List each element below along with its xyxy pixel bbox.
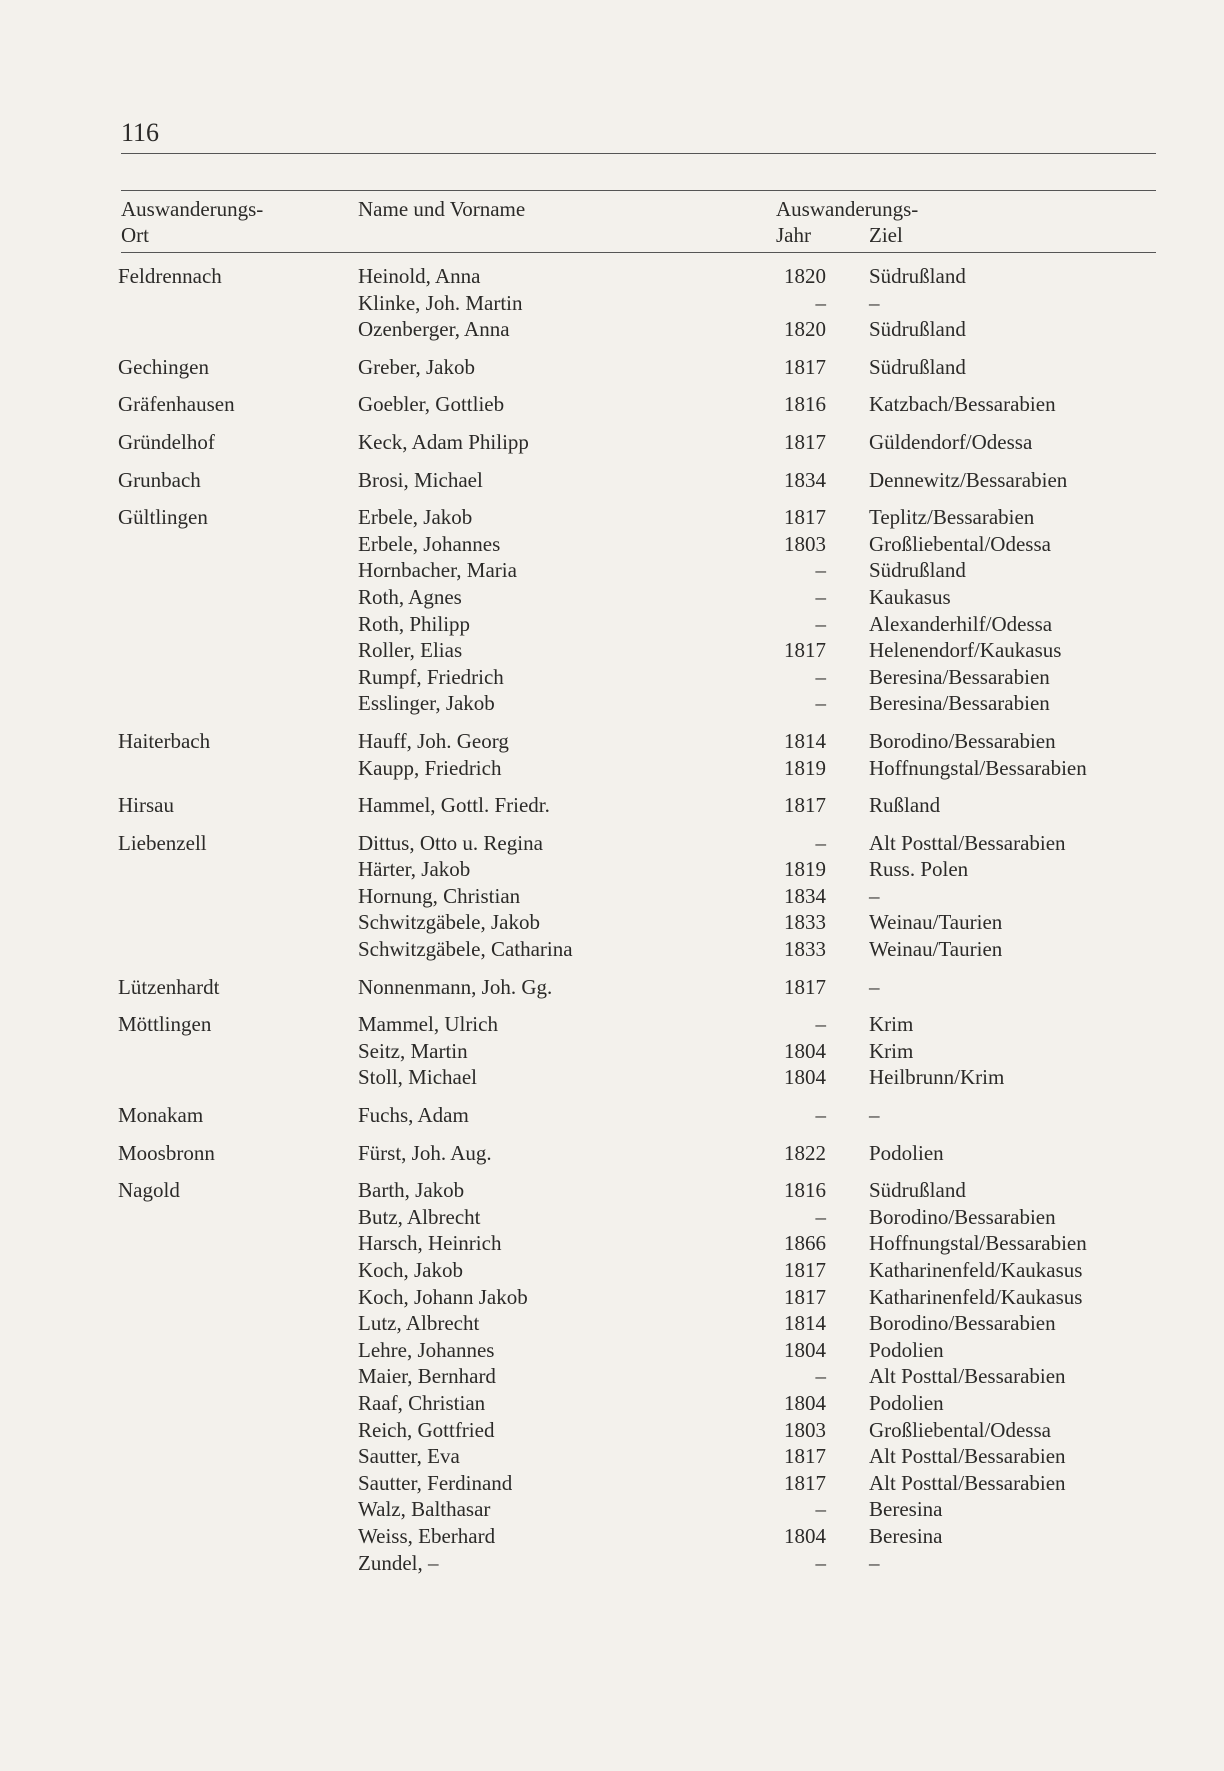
ort-cell: Gültlingen [118, 505, 208, 530]
table-row [0, 355, 1224, 382]
place-group [0, 793, 1224, 820]
name-cell: Lehre, Johannes [358, 1337, 495, 1362]
jahr-cell: 1814 [784, 1311, 826, 1336]
name-cell: Klinke, Joh. Martin [358, 290, 523, 315]
table-row [0, 1524, 1224, 1551]
ziel-cell: Alt Posttal/Bessarabien [869, 830, 1066, 855]
ziel-cell: Hoffnungstal/Bessarabien [869, 755, 1087, 780]
jahr-cell: 1819 [784, 857, 826, 882]
ziel-cell: Alt Posttal/Bessarabien [869, 1470, 1066, 1495]
name-cell: Schwitzgäbele, Jakob [358, 910, 540, 935]
ort-cell: Gräfenhausen [118, 392, 235, 417]
ziel-cell: Großliebental/Odessa [869, 531, 1051, 556]
name-cell: Raaf, Christian [358, 1390, 486, 1415]
place-group [0, 1103, 1224, 1130]
table-row [0, 264, 1224, 291]
ziel-cell: Krim [869, 1012, 914, 1037]
ort-cell: Gründelhof [118, 429, 215, 454]
name-cell: Roth, Agnes [358, 584, 462, 609]
ziel-cell: Rußland [869, 793, 941, 818]
name-cell: Erbele, Johannes [358, 531, 501, 556]
jahr-cell: 1804 [784, 1038, 826, 1063]
table-row [0, 468, 1224, 495]
jahr-cell: – [815, 1364, 826, 1389]
table-row [0, 1551, 1224, 1578]
ziel-cell: Borodino/Bessarabien [869, 1311, 1056, 1336]
jahr-cell: 1804 [784, 1337, 826, 1362]
jahr-cell: 1817 [784, 638, 826, 663]
ort-cell: Feldrennach [118, 264, 222, 288]
ziel-cell: Teplitz/Bessarabien [869, 505, 1035, 530]
ziel-cell: Südrußland [869, 317, 966, 342]
ziel-cell: Südrußland [869, 558, 966, 583]
place-group [0, 505, 1224, 718]
ziel-cell: Güldendorf/Odessa [869, 429, 1033, 454]
table-row [0, 1039, 1224, 1066]
header-ort-line1: Auswanderungs- [121, 197, 264, 221]
jahr-cell: 1817 [784, 793, 826, 818]
jahr-cell: 1819 [784, 755, 826, 780]
place-group [0, 1012, 1224, 1092]
place-group [0, 729, 1224, 782]
jahr-cell: 1816 [784, 1178, 826, 1203]
ziel-cell: Alt Posttal/Bessarabien [869, 1364, 1066, 1389]
ziel-cell: – [869, 1103, 880, 1128]
header-top-rule [121, 190, 1156, 191]
table-row [0, 1311, 1224, 1338]
ziel-cell: Kaukasus [869, 584, 951, 609]
table-row [0, 430, 1224, 457]
table-row [0, 793, 1224, 820]
ziel-cell: Helenendorf/Kaukasus [869, 638, 1062, 663]
header-jahr: Jahr [776, 223, 811, 247]
ziel-cell: Beresina [869, 1523, 943, 1548]
place-group [0, 831, 1224, 964]
ziel-cell: Weinau/Taurien [869, 910, 1003, 935]
name-cell: Greber, Jakob [358, 354, 475, 379]
table-row [0, 729, 1224, 756]
table-row [0, 1205, 1224, 1232]
ziel-cell: – [869, 290, 880, 315]
jahr-cell: 1817 [784, 505, 826, 530]
jahr-cell: – [815, 1497, 826, 1522]
ort-cell: Gechingen [118, 354, 209, 379]
table-row [0, 937, 1224, 964]
name-cell: Butz, Albrecht [358, 1204, 481, 1229]
table-row [0, 1065, 1224, 1092]
name-cell: Schwitzgäbele, Catharina [358, 937, 573, 962]
ziel-cell: Südrußland [869, 1178, 966, 1203]
place-group [0, 264, 1224, 344]
table-row [0, 558, 1224, 585]
table-row [0, 910, 1224, 937]
emigrant-table [0, 264, 1224, 1588]
name-cell: Stoll, Michael [358, 1065, 477, 1090]
place-group [0, 355, 1224, 382]
table-row [0, 1418, 1224, 1445]
name-cell: Esslinger, Jakob [358, 691, 495, 716]
name-cell: Sautter, Eva [358, 1444, 460, 1469]
ziel-cell: Südrußland [869, 264, 966, 288]
jahr-cell: 1834 [784, 883, 826, 908]
jahr-cell: 1814 [784, 728, 826, 753]
ziel-cell: Podolien [869, 1390, 944, 1415]
ort-cell: Hirsau [118, 793, 174, 818]
jahr-cell: – [815, 1204, 826, 1229]
place-group [0, 1178, 1224, 1577]
name-cell: Erbele, Jakob [358, 505, 473, 530]
ziel-cell: Katharinenfeld/Kaukasus [869, 1258, 1083, 1282]
name-cell: Lutz, Albrecht [358, 1311, 480, 1336]
name-cell: Reich, Gottfried [358, 1417, 495, 1442]
jahr-cell: 1817 [784, 429, 826, 454]
name-cell: Zundel, – [358, 1550, 439, 1575]
page-number: 116 [121, 118, 160, 147]
ziel-cell: Beresina/Bessarabien [869, 664, 1050, 689]
name-cell: Mammel, Ulrich [358, 1012, 498, 1037]
header-ort [121, 196, 263, 248]
jahr-cell: 1833 [784, 910, 826, 935]
name-cell: Barth, Jakob [358, 1178, 465, 1203]
table-row [0, 1444, 1224, 1471]
ziel-cell: Borodino/Bessarabien [869, 728, 1056, 753]
header-ort-line2: Ort [121, 223, 149, 247]
jahr-cell: 1820 [784, 264, 826, 288]
name-cell: Hornbacher, Maria [358, 558, 517, 583]
table-row [0, 392, 1224, 419]
jahr-cell: 1817 [784, 1284, 826, 1309]
jahr-cell: – [815, 584, 826, 609]
jahr-cell: 1804 [784, 1390, 826, 1415]
jahr-cell: 1817 [784, 1444, 826, 1469]
name-cell: Hornung, Christian [358, 883, 521, 908]
name-cell: Maier, Bernhard [358, 1364, 496, 1389]
table-row [0, 691, 1224, 718]
place-group [0, 975, 1224, 1002]
jahr-cell: – [815, 290, 826, 315]
name-cell: Dittus, Otto u. Regina [358, 830, 543, 855]
ziel-cell: – [869, 883, 880, 908]
header-ziel: Ziel [869, 223, 903, 247]
place-group [0, 392, 1224, 419]
place-group [0, 430, 1224, 457]
table-row [0, 1258, 1224, 1285]
table-row [0, 975, 1224, 1002]
ort-cell: Liebenzell [118, 830, 207, 855]
jahr-cell: 1817 [784, 354, 826, 379]
name-cell: Seitz, Martin [358, 1038, 468, 1063]
name-cell: Sautter, Ferdinand [358, 1470, 513, 1495]
ziel-cell: Katharinenfeld/Kaukasus [869, 1284, 1083, 1309]
ziel-cell: Alt Posttal/Bessarabien [869, 1444, 1066, 1469]
header-bottom-rule [121, 252, 1156, 253]
name-cell: Härter, Jakob [358, 857, 471, 882]
ziel-cell: Heilbrunn/Krim [869, 1065, 1005, 1090]
name-cell: Rumpf, Friedrich [358, 664, 504, 689]
name-cell: Hauff, Joh. Georg [358, 728, 509, 753]
ziel-cell: – [869, 1550, 880, 1575]
jahr-cell: 1803 [784, 531, 826, 556]
name-cell: Heinold, Anna [358, 264, 481, 288]
ziel-cell: Russ. Polen [869, 857, 969, 882]
jahr-cell: – [815, 1012, 826, 1037]
ziel-cell: Hoffnungstal/Bessarabien [869, 1231, 1087, 1256]
jahr-cell: 1804 [784, 1523, 826, 1548]
table-row [0, 1497, 1224, 1524]
jahr-cell: 1820 [784, 317, 826, 342]
top-rule [121, 153, 1156, 154]
ort-cell: Lützenhardt [118, 974, 220, 999]
ziel-cell: Katzbach/Bessarabien [869, 392, 1056, 417]
table-row [0, 1338, 1224, 1365]
ort-cell: Haiterbach [118, 728, 211, 753]
name-cell: Harsch, Heinrich [358, 1231, 502, 1256]
table-row [0, 1364, 1224, 1391]
jahr-cell: 1822 [784, 1140, 826, 1165]
table-row [0, 756, 1224, 783]
jahr-cell: 1803 [784, 1417, 826, 1442]
table-row [0, 1285, 1224, 1312]
ziel-cell: Borodino/Bessarabien [869, 1204, 1056, 1229]
jahr-cell: – [815, 691, 826, 716]
table-row [0, 505, 1224, 532]
jahr-cell: 1866 [784, 1231, 826, 1256]
table-row [0, 1141, 1224, 1168]
name-cell: Hammel, Gottl. Friedr. [358, 793, 550, 818]
table-row [0, 857, 1224, 884]
table-row [0, 317, 1224, 344]
jahr-cell: – [815, 664, 826, 689]
ort-cell: Monakam [118, 1103, 204, 1128]
name-cell: Keck, Adam Philipp [358, 429, 529, 454]
table-row [0, 1178, 1224, 1205]
ziel-cell: Beresina [869, 1497, 943, 1522]
ziel-cell: Südrußland [869, 354, 966, 379]
table-row [0, 1471, 1224, 1498]
table-row [0, 532, 1224, 559]
ort-cell: Möttlingen [118, 1012, 212, 1037]
ort-cell: Moosbronn [118, 1140, 215, 1165]
name-cell: Weiss, Eberhard [358, 1523, 496, 1548]
ziel-cell: Krim [869, 1038, 914, 1063]
jahr-cell: – [815, 558, 826, 583]
name-cell: Brosi, Michael [358, 467, 483, 492]
jahr-cell: 1804 [784, 1065, 826, 1090]
place-group [0, 1141, 1224, 1168]
ziel-cell: Podolien [869, 1140, 944, 1165]
name-cell: Koch, Jakob [358, 1258, 463, 1282]
name-cell: Kaupp, Friedrich [358, 755, 502, 780]
table-row [0, 884, 1224, 911]
name-cell: Goebler, Gottlieb [358, 392, 505, 417]
jahr-cell: – [815, 611, 826, 636]
jahr-cell: – [815, 1103, 826, 1128]
table-row [0, 638, 1224, 665]
header-name: Name und Vorname [358, 197, 526, 221]
name-cell: Ozenberger, Anna [358, 317, 510, 342]
ziel-cell: Dennewitz/Bessarabien [869, 467, 1068, 492]
table-row [0, 831, 1224, 858]
name-cell: Walz, Balthasar [358, 1497, 491, 1522]
ort-cell: Nagold [118, 1178, 180, 1203]
name-cell: Roller, Elias [358, 638, 463, 663]
table-row [0, 1103, 1224, 1130]
table-row [0, 612, 1224, 639]
ort-cell: Grunbach [118, 467, 201, 492]
jahr-cell: 1834 [784, 467, 826, 492]
jahr-cell: 1817 [784, 974, 826, 999]
ziel-cell: Alexanderhilf/Odessa [869, 611, 1053, 636]
ziel-cell: – [869, 974, 880, 999]
table-row [0, 291, 1224, 318]
ziel-cell: Weinau/Taurien [869, 937, 1003, 962]
jahr-cell: – [815, 1550, 826, 1575]
jahr-cell: 1817 [784, 1470, 826, 1495]
ziel-cell: Großliebental/Odessa [869, 1417, 1051, 1442]
name-cell: Roth, Philipp [358, 611, 471, 636]
name-cell: Nonnenmann, Joh. Gg. [358, 974, 553, 999]
jahr-cell: 1817 [784, 1258, 826, 1282]
header-auswanderung: Auswanderungs- [776, 197, 919, 221]
table-row [0, 1391, 1224, 1418]
ziel-cell: Podolien [869, 1337, 944, 1362]
name-cell: Fuchs, Adam [358, 1103, 469, 1128]
jahr-cell: 1833 [784, 937, 826, 962]
name-cell: Koch, Johann Jakob [358, 1284, 528, 1309]
table-row [0, 585, 1224, 612]
ziel-cell: Beresina/Bessarabien [869, 691, 1050, 716]
place-group [0, 468, 1224, 495]
jahr-cell: – [815, 830, 826, 855]
jahr-cell: 1816 [784, 392, 826, 417]
table-row [0, 665, 1224, 692]
table-row [0, 1231, 1224, 1258]
table-row [0, 1012, 1224, 1039]
name-cell: Fürst, Joh. Aug. [358, 1140, 492, 1165]
